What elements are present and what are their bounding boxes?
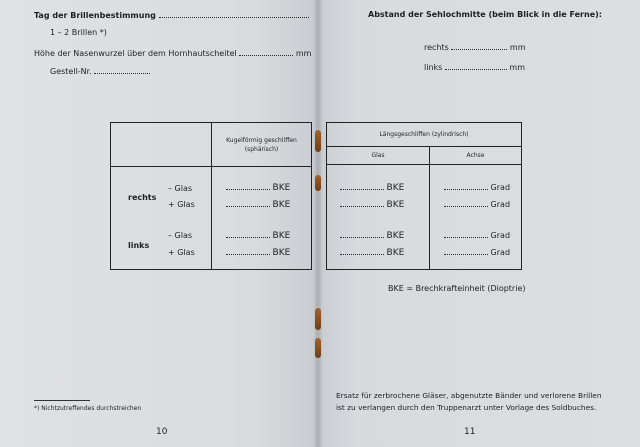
cyl-rechts-plus-value: BKE — [340, 199, 404, 210]
achse-rechts-plus-line[interactable] — [444, 199, 488, 207]
cyl-rechts-minus-line[interactable] — [340, 182, 384, 190]
cyl-rechts-minus-value: BKE — [340, 182, 404, 193]
spherical-corner-cell — [111, 123, 212, 167]
book-gutter — [313, 0, 323, 447]
hoehe-field-label: Höhe der Nasenwurzel über dem Hornhautscheitel mm — [34, 49, 312, 58]
gestell-field-label: Gestell-Nr. — [50, 66, 150, 77]
cyl-links-minus-line[interactable] — [340, 230, 384, 238]
sph-links-minus-value: BKE — [226, 230, 290, 241]
footnote: *) Nichtzutreffendes durchstreichen — [34, 405, 142, 412]
rechts-minus-glas: – Glas — [168, 184, 193, 193]
gestell-field-line[interactable] — [94, 66, 150, 74]
staple-bottom — [315, 338, 321, 358]
cylindrical-header: Längsgeschliffen (zylindrisch) — [327, 123, 522, 147]
achse-links-plus-value: Grad — [444, 247, 510, 258]
ersatz-note-line2: ist zu verlangen durch den Truppenarzt unter Vorlage des Soldbuches. — [336, 403, 597, 412]
sph-links-minus-line[interactable] — [226, 230, 270, 238]
spherical-header: Kugelförmig geschliffen (sphärisch) — [212, 123, 312, 167]
achse-links-minus-line[interactable] — [444, 230, 488, 238]
ersatz-note-line1: Ersatz für zerbrochene Gläser, abgenutzte Bänder und verlorene Brillen — [336, 391, 602, 400]
sph-links-plus-value: BKE — [226, 247, 290, 258]
row-label-rechts: rechts — [128, 193, 157, 202]
abstand-rechts-line[interactable] — [451, 42, 507, 50]
sph-rechts-plus-value: BKE — [226, 199, 290, 210]
rechts-plus-glas: + Glas — [168, 200, 195, 209]
achse-rechts-minus-value: Grad — [444, 182, 510, 193]
page-number-right: 11 — [464, 427, 476, 437]
achse-rechts-plus-value: Grad — [444, 199, 510, 210]
staple-middle — [315, 175, 321, 191]
cyl-links-minus-value: BKE — [340, 230, 404, 241]
achse-links-plus-line[interactable] — [444, 247, 488, 255]
staple-lower — [315, 308, 321, 330]
cyl-links-plus-value: BKE — [340, 247, 404, 258]
links-minus-glas: – Glas — [168, 231, 193, 240]
col-header-glas: Glas — [327, 147, 430, 165]
achse-rechts-minus-line[interactable] — [444, 182, 488, 190]
abstand-links-line[interactable] — [445, 62, 507, 70]
page-number-left: 10 — [156, 427, 168, 437]
abstand-links: links mm — [424, 63, 526, 72]
col-header-achse: Achse — [430, 147, 522, 165]
cyl-rechts-plus-line[interactable] — [340, 199, 384, 207]
date-field-label: Tag der Brillenbestimmung — [34, 10, 309, 21]
date-field-line[interactable] — [159, 10, 309, 18]
sph-rechts-minus-value: BKE — [226, 182, 290, 193]
sph-links-plus-line[interactable] — [226, 247, 270, 255]
staple-top — [315, 130, 321, 152]
bke-definition: BKE = Brechkrafteinheit (Dioptrie) — [388, 284, 526, 293]
sph-rechts-minus-line[interactable] — [226, 182, 270, 190]
row-label-links: links — [128, 241, 150, 250]
abstand-rechts: rechts mm — [424, 43, 526, 52]
abstand-heading: Abstand der Sehlochmitte (beim Blick in die Ferne): — [368, 10, 602, 19]
links-plus-glas: + Glas — [168, 248, 195, 257]
achse-links-minus-value: Grad — [444, 230, 510, 241]
sph-rechts-plus-line[interactable] — [226, 199, 270, 207]
spherical-side-cell — [111, 167, 212, 270]
cyl-links-plus-line[interactable] — [340, 247, 384, 255]
footnote-rule — [34, 400, 90, 401]
brillen-count: 1 – 2 Brillen *) — [50, 28, 107, 37]
hoehe-field-line[interactable] — [239, 48, 293, 56]
